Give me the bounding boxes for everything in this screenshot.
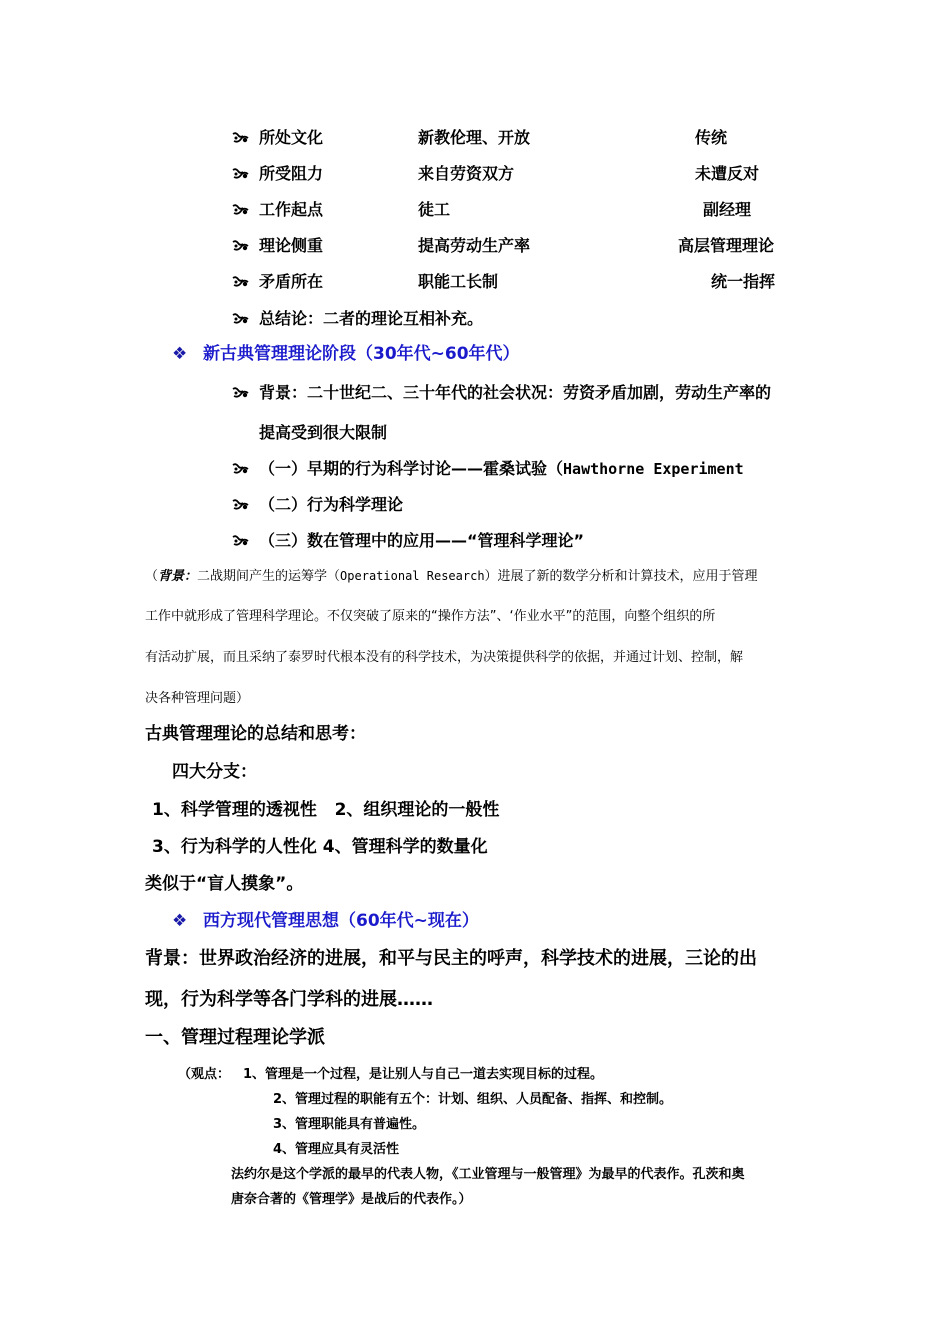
row-label: 工作起点 <box>259 200 324 219</box>
swirl-bullet-icon <box>231 312 251 326</box>
operational-note-line4: 决各种管理问题） <box>145 691 250 706</box>
swirl-bullet-icon <box>231 131 251 145</box>
neo-background-line2: 提高受到很大限制 <box>259 423 388 442</box>
view-point: 3、管理职能具有普遍性。 <box>273 1117 426 1132</box>
diamond-bullet-icon: ❖ <box>172 911 188 931</box>
operational-note-line3: 有活动扩展，而且采纳了泰罗时代根本没有的科学技术，为决策提供科学的依据，并通过计划、控制，解 <box>145 650 744 665</box>
swirl-bullet-icon <box>231 386 251 400</box>
row-right-value: 统一指挥 <box>711 272 776 291</box>
analogy: 类似于“盲人摸象”。 <box>145 874 304 894</box>
branches-line1: 1、科学管理的透视性 2、组织理论的一般性 <box>152 800 500 820</box>
swirl-bullet-icon <box>231 239 251 253</box>
conclusion: 总结论：二者的理论互相补充。 <box>259 309 484 328</box>
swirl-bullet-icon <box>231 275 251 289</box>
swirl-bullet-icon <box>231 498 251 512</box>
row-label: 所受阻力 <box>259 164 324 183</box>
view-point: 1、管理是一个过程，是让别人与自己一道去实现目标的过程。 <box>243 1067 604 1082</box>
modern-background-line1: 背景：世界政治经济的进展，和平与民主的呼声，科学技术的进展，三论的出 <box>145 948 757 969</box>
neo-item-management-science: （三）数在管理中的应用——“管理科学理论” <box>259 531 585 550</box>
modern-background-line2: 现，行为科学等各门学科的进展…… <box>145 989 433 1010</box>
row-left-value: 徒工 <box>418 200 451 219</box>
row-label: 理论侧重 <box>259 236 324 255</box>
view-point: 2、管理过程的职能有五个：计划、组织、人员配备、指挥、和控制。 <box>273 1092 673 1107</box>
diamond-bullet-icon: ❖ <box>172 344 188 364</box>
operational-note-line2: 工作中就形成了管理科学理论。不仅突破了原来的“操作方法”、‘作业水平”的范围，向整个组织的所 <box>145 609 716 624</box>
row-left-value: 来自劳资双方 <box>418 164 515 183</box>
representative-line1: 法约尔是这个学派的最早的代表人物，《工业管理与一般管理》为最早的代表作。孔茨和奥 <box>231 1167 745 1182</box>
section-heading-modern: 西方现代管理思想（60年代~现在） <box>203 911 479 931</box>
summary-title: 古典管理理论的总结和思考： <box>145 724 366 744</box>
row-right-value: 高层管理理论 <box>678 236 775 255</box>
row-label: 矛盾所在 <box>259 272 324 291</box>
row-right-value: 副经理 <box>703 200 752 219</box>
swirl-bullet-icon <box>231 203 251 217</box>
neo-item-behavioral: （二）行为科学理论 <box>259 495 404 514</box>
row-label: 所处文化 <box>259 128 324 147</box>
view-label: （观点： <box>178 1067 231 1082</box>
operational-note-line1: （背景：二战期间产生的运筹学（Operational Research）进展了新的数学分析和计算技术，应用于管理 <box>145 569 758 584</box>
branches-title: 四大分支： <box>172 762 257 782</box>
row-right-value: 传统 <box>695 128 728 147</box>
row-right-value: 未遭反对 <box>695 164 760 183</box>
row-left-value: 提高劳动生产率 <box>418 236 531 255</box>
branches-line2: 3、行为科学的人性化 4、管理科学的数量化 <box>152 837 488 857</box>
process-school-title: 一、管理过程理论学派 <box>145 1027 325 1048</box>
row-left-value: 新教伦理、开放 <box>418 128 531 147</box>
neo-background-line1: 背景：二十世纪二、三十年代的社会状况：劳资矛盾加剧，劳动生产率的 <box>259 383 772 402</box>
swirl-bullet-icon <box>231 534 251 548</box>
neo-item-hawthorne: （一）早期的行为科学讨论——霍桑试验（Hawthorne Experiment <box>259 459 744 478</box>
swirl-bullet-icon <box>231 462 251 476</box>
section-heading-neo: 新古典管理理论阶段（30年代~60年代） <box>203 344 520 364</box>
representative-line2: 唐奈合著的《管理学》是战后的代表作。） <box>231 1192 472 1207</box>
view-point: 4、管理应具有灵活性 <box>273 1142 400 1157</box>
row-left-value: 职能工长制 <box>418 272 499 291</box>
swirl-bullet-icon <box>231 167 251 181</box>
